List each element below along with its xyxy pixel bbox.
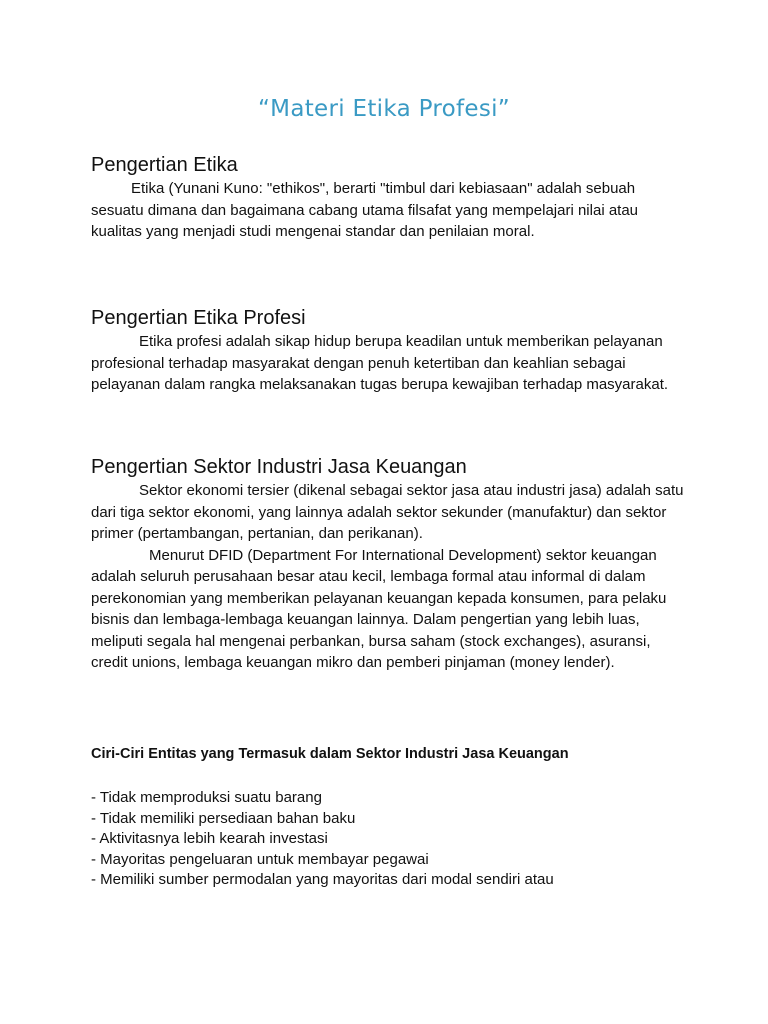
section-heading: Pengertian Sektor Industri Jasa Keuangan	[91, 456, 467, 478]
list-item: - Aktivitasnya lebih kearah investasi	[91, 830, 328, 847]
list-item: - Mayoritas pengeluaran untuk membayar pegawai	[91, 850, 429, 868]
section-heading: Pengertian Etika Profesi	[91, 307, 306, 329]
section-heading: Pengertian Etika	[91, 154, 238, 176]
section-paragraph: Etika (Yunani Kuno: "ethikos", berarti "timbul dari kebiasaan" adalah sebuah sesuatu dimana dan bagaimana cabang utama filsafat yang mempelajari nilai atau kualitas yang menjadi studi mengenai standar dan penilaian moral.	[91, 180, 639, 240]
section-paragraph: Etika profesi adalah sikap hidup berupa keadilan untuk memberikan pelayanan profesional terhadap masyarakat dengan penuh ketertiban dan keahlian sebagai pelayanan dalam rangka melaksanakan tugas berupa kewajiban terhadap masyarakat.	[91, 333, 669, 393]
characteristics-list	[91, 788, 711, 891]
section-paragraph: Menurut DFID (Department For International Development) sektor keuangan adalah seluruh perusahaan besar atau kecil, lembaga formal atau informal di dalam perekonomian yang memberikan pelayanan keuangan kepada konsumen, para pelaku bisnis dan lembaga-lembaga keuangan lainnya. Dalam pengertian yang lebih luas, meliputi segala hal mengenai perbankan, bursa saham (stock exchanges), asuransi, credit unions, lembaga keuangan mikro dan pemberi pinjaman (money lender).	[91, 546, 667, 671]
list-item: - Tidak memproduksi suatu barang	[91, 789, 322, 806]
section-sektor-jasa-keuangan	[91, 454, 691, 674]
list-item: - Tidak memiliki persediaan bahan baku	[91, 809, 356, 827]
list-item: - Memiliki sumber permodalan yang mayoritas dari modal sendiri atau	[91, 871, 554, 888]
section-pengertian-etika-profesi	[91, 305, 691, 396]
section-pengertian-etika	[91, 152, 691, 243]
characteristics-heading: Ciri-Ciri Entitas yang Termasuk dalam Sektor Industri Jasa Keuangan	[91, 746, 569, 762]
section-paragraph: Sektor ekonomi tersier (dikenal sebagai sektor jasa atau industri jasa) adalah satu dari tiga sektor ekonomi, yang lainnya adalah sektor sekunder (manufaktur) dan sektor primer (pertambangan, pertanian, dan perikanan).	[91, 482, 684, 542]
page-title: “Materi Etika Profesi”	[257, 96, 511, 122]
